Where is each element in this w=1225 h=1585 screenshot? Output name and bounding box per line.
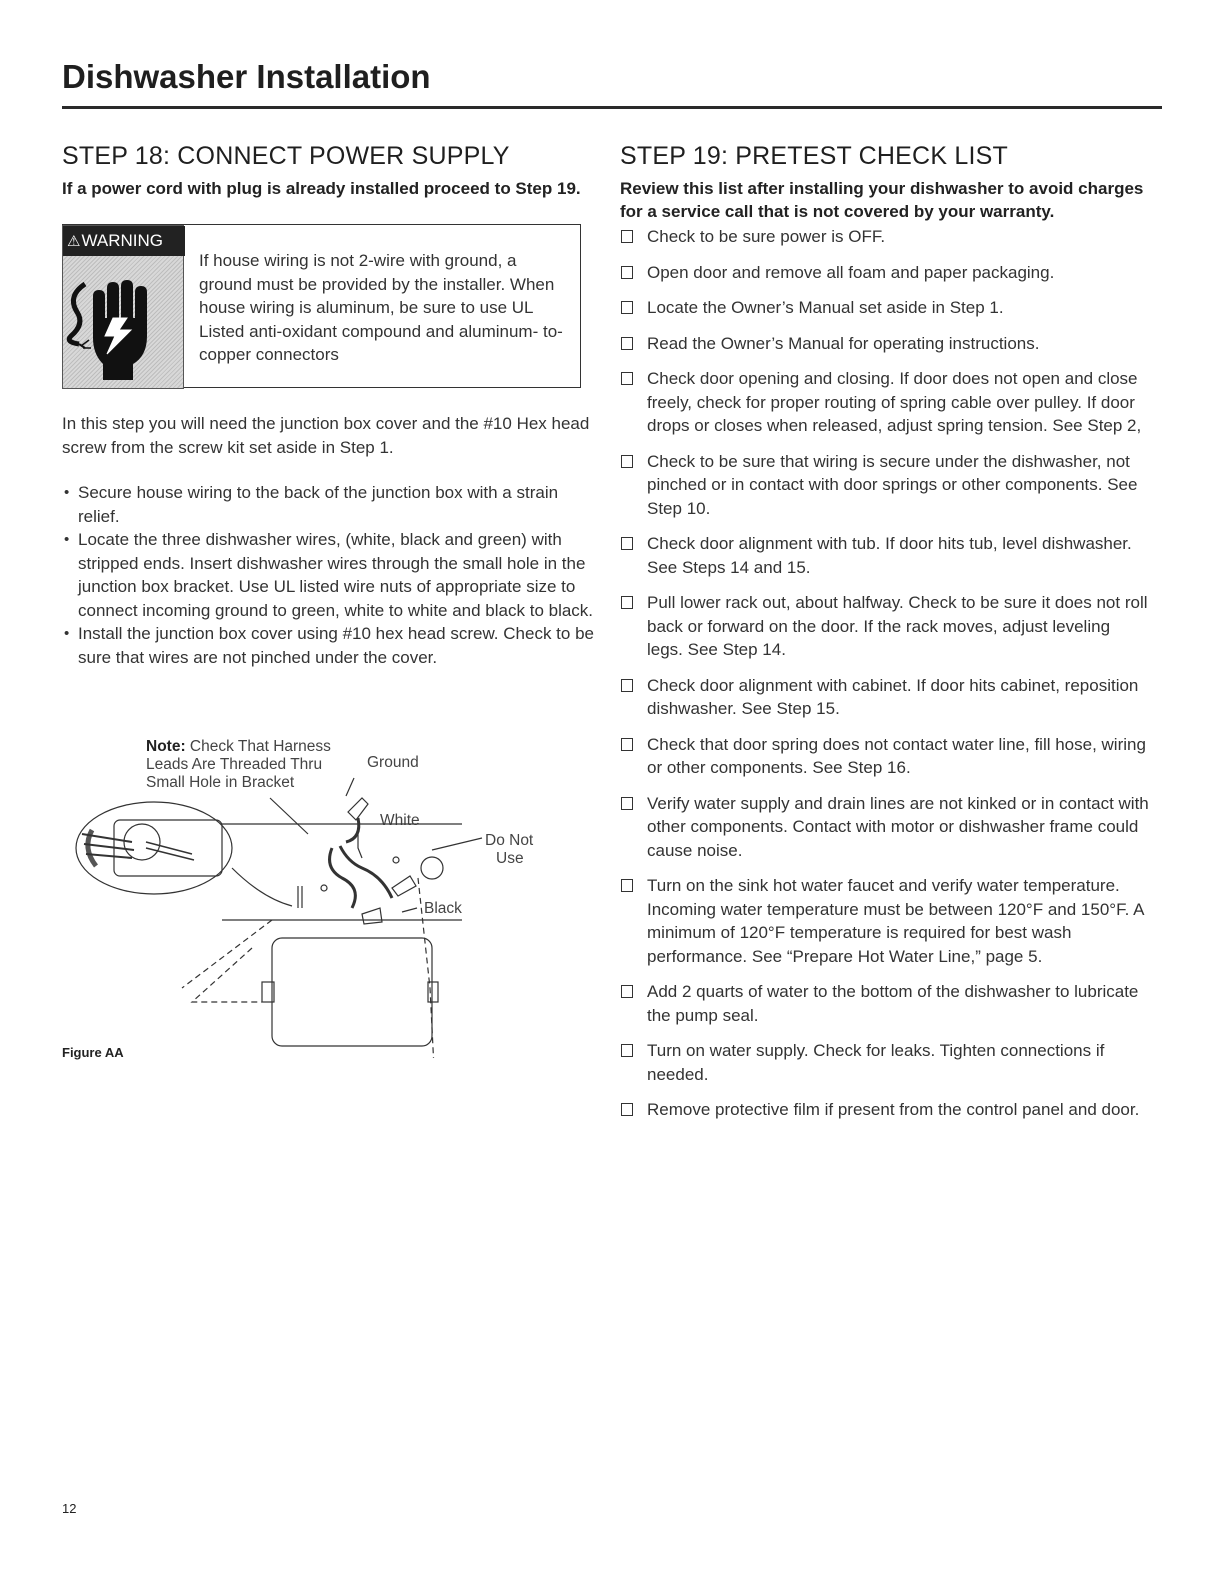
step-19-heading: STEP 19: PRETEST CHECK LIST	[620, 142, 1008, 170]
label-use: Use	[496, 850, 524, 867]
electrical-shock-hazard-icon	[63, 256, 185, 388]
checklist-item: Read the Owner’s Manual for operating instructions.	[620, 332, 1150, 356]
step-18-section	[62, 142, 602, 1060]
label-white: White	[380, 812, 420, 829]
checklist-item: Turn on water supply. Check for leaks. Tighten connections if needed.	[620, 1039, 1150, 1086]
page-title: Dishwasher Installation	[62, 58, 431, 95]
checklist-item: Pull lower rack out, about halfway. Check to be sure it does not roll back or forward on the door. If the rack moves, adjust leveling legs. See Step 14.	[620, 591, 1150, 662]
checklist-item: Check door alignment with tub. If door hits tub, level dishwasher. See Steps 14 and 15.	[620, 532, 1150, 579]
warning-text: If house wiring is not 2-wire with ground, a ground must be provided by the installer. When house wiring is aluminum, be sure to use UL Listed anti-oxidant compound and aluminum- to-copper connectors	[199, 251, 563, 364]
bullet-item: • Locate the three dishwasher wires, (white, black and green) with stripped ends. Insert dishwasher wires through the small hole in the junction box bracket. Use UL listed wire nuts of appropriate size to connect incoming ground to green, white to white and black to black.	[62, 528, 602, 622]
checklist-item: Locate the Owner’s Manual set aside in Step 1.	[620, 296, 1150, 320]
step-19-section	[620, 142, 1150, 1134]
warning-triangle-icon: ⚠	[67, 233, 81, 250]
bullet-item: • Secure house wiring to the back of the junction box with a strain relief.	[62, 481, 602, 528]
checklist-item: Check door alignment with cabinet. If door hits cabinet, reposition dishwasher. See Step 15.	[620, 674, 1150, 721]
warning-label	[63, 226, 185, 256]
checklist-item: Check door opening and closing. If door does not open and close freely, check for proper routing of spring cable over pulley. If door drops or closes when released, adjust spring tension. See Step 2,	[620, 367, 1150, 438]
figure-note-line3: Small Hole in Bracket	[146, 774, 295, 791]
checklist-item: Turn on the sink hot water faucet and verify water temperature. Incoming water temperature must be between 120°F and 150°F. A minimum of 120°F temperature is required for best wash performance. See “Prepare Hot Water Line,” page 5.	[620, 874, 1150, 968]
step-19-intro: Review this list after installing your dishwasher to avoid charges for a service call that is not covered by your warranty.	[620, 179, 1144, 221]
checklist-item: Remove protective film if present from the control panel and door.	[620, 1098, 1150, 1122]
figure-caption: Figure AA	[62, 1045, 124, 1060]
bullet-item: • Install the junction box cover using #10 hex head screw. Check to be sure that wires are not pinched under the cover.	[62, 622, 602, 669]
step-18-heading: STEP 18: CONNECT POWER SUPPLY	[62, 142, 510, 170]
checklist-item: Check that door spring does not contact water line, fill hose, wiring or other components. See Step 16.	[620, 733, 1150, 780]
checklist-item: Check to be sure that wiring is secure under the dishwasher, not pinched or in contact with door springs or other components. See Step 10.	[620, 450, 1150, 521]
step-18-bullets	[62, 481, 602, 669]
figure-note-line2: Leads Are Threaded Thru	[146, 756, 323, 773]
step-18-intro: If a power cord with plug is already installed proceed to Step 19.	[62, 179, 581, 198]
figure-aa	[62, 738, 602, 1098]
checklist-item: Add 2 quarts of water to the bottom of the dishwasher to lubricate the pump seal.	[620, 980, 1150, 1027]
step-18-paragraph: In this step you will need the junction box cover and the #10 Hex head screw from the screw kit set aside in Step 1.	[62, 414, 590, 457]
wiring-diagram	[62, 738, 602, 1058]
figure-note-line1: Check That Harness	[189, 738, 331, 755]
title-rule	[62, 106, 1162, 109]
pretest-checklist	[620, 225, 1150, 1122]
label-ground: Ground	[367, 754, 419, 771]
warning-label-text: WARNING	[81, 231, 163, 250]
label-black: Black	[424, 900, 462, 917]
page-number: 12	[62, 1501, 77, 1516]
checklist-item: Open door and remove all foam and paper packaging.	[620, 261, 1150, 285]
checklist-item: Verify water supply and drain lines are not kinked or in contact with other components. Contact with motor or dishwasher frame could cause noise.	[620, 792, 1150, 863]
checklist-item: Check to be sure power is OFF.	[620, 225, 1150, 249]
figure-note-label: Note:	[146, 738, 186, 755]
warning-panel	[62, 225, 184, 389]
warning-box	[62, 224, 581, 388]
label-do-not: Do Not	[485, 832, 534, 849]
